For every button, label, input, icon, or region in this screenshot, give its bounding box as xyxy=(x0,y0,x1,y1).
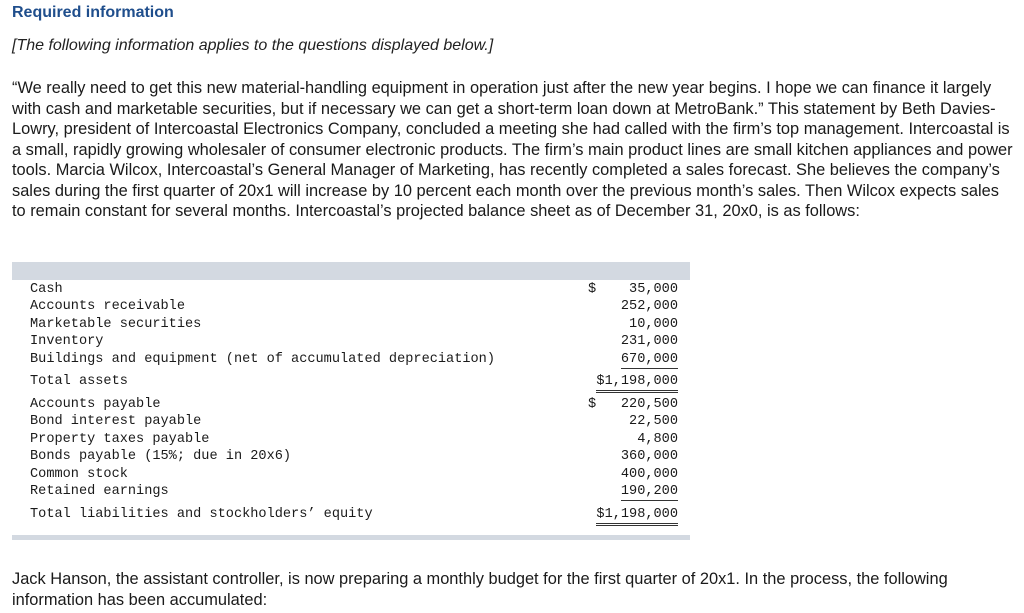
table-row xyxy=(12,448,690,465)
table-row xyxy=(12,298,690,315)
table-row xyxy=(12,281,690,298)
table-row xyxy=(12,466,690,483)
table-header-band xyxy=(12,262,690,280)
total-row xyxy=(12,373,690,390)
row-label: Buildings and equipment (net of accumulated depreciation) xyxy=(30,352,495,367)
intro-paragraph: “We really need to get this new material-handling equipment in operation just after the new year begins. I hope we can finance it largely with cash and marketable securities, but if necessary we can get a short-term loan down at MetroBank.” This statement by Beth Davies-Lowry, president of Intercoastal Electronics Company, concluded a meeting she had called with the firm’s top management. Intercoastal is a small, rapidly growing wholesaler of consumer electronic products. The firm’s main product lines are small kitchen appliances and power tools. Marcia Wilcox, Intercoastal’s General Manager of Marketing, has recently completed a sales forecast. She believes the company’s sales during the first quarter of 20x1 will increase by 10 percent each month over the previous month’s sales. Then Wilcox expects sales to remain constant for several months. Intercoastal’s projected balance sheet as of December 31, 20x0, is as follows: xyxy=(12,79,1013,220)
total-row xyxy=(12,506,690,523)
row-label: Marketable securities xyxy=(30,317,202,332)
row-label: Total liabilities and stockholders’ equity xyxy=(30,507,373,522)
row-label: Cash xyxy=(30,282,63,297)
row-amount: 400,000 xyxy=(620,467,678,482)
row-amount: 190,200 xyxy=(620,484,678,499)
row-amount: 252,000 xyxy=(620,299,678,314)
table-row xyxy=(12,316,690,333)
row-label: Inventory xyxy=(30,334,104,349)
row-label: Common stock xyxy=(30,467,128,482)
required-information-heading: Required information xyxy=(12,4,174,21)
dollar-sign: $ xyxy=(588,282,597,297)
row-amount: 22,500 xyxy=(629,414,678,429)
row-amount: 220,500 xyxy=(620,397,678,412)
dollar-sign: $ xyxy=(588,397,597,412)
table-row xyxy=(12,483,690,500)
row-amount: 10,000 xyxy=(629,317,678,332)
row-label: Property taxes payable xyxy=(30,432,210,447)
total-assets-amount: $1,198,000 xyxy=(596,373,678,393)
row-label: Bonds payable (15%; due in 20x6) xyxy=(30,449,292,464)
row-amount: 360,000 xyxy=(620,449,678,464)
row-label: Accounts receivable xyxy=(30,299,185,314)
table-row xyxy=(12,351,690,368)
row-label: Retained earnings xyxy=(30,484,169,499)
closing-paragraph: Jack Hanson, the assistant controller, is now preparing a monthly budget for the first quarter of 20x1. In the process, the following information has been accumulated: xyxy=(12,570,948,609)
table-row xyxy=(12,431,690,448)
balance-sheet-table xyxy=(12,262,690,540)
row-amount: 231,000 xyxy=(620,334,678,349)
row-label: Accounts payable xyxy=(30,397,161,412)
table-row xyxy=(12,413,690,430)
table-footer-band xyxy=(12,535,690,540)
table-row xyxy=(12,396,690,413)
row-amount: 4,800 xyxy=(637,432,678,447)
row-label: Total assets xyxy=(30,374,128,389)
applies-to-note: [The following information applies to the questions displayed below.] xyxy=(12,37,494,54)
row-amount: 35,000 xyxy=(629,282,678,297)
table-row xyxy=(12,333,690,350)
row-amount: 670,000 xyxy=(620,352,678,367)
row-label: Bond interest payable xyxy=(30,414,202,429)
total-liabilities-equity-amount: $1,198,000 xyxy=(596,506,678,526)
